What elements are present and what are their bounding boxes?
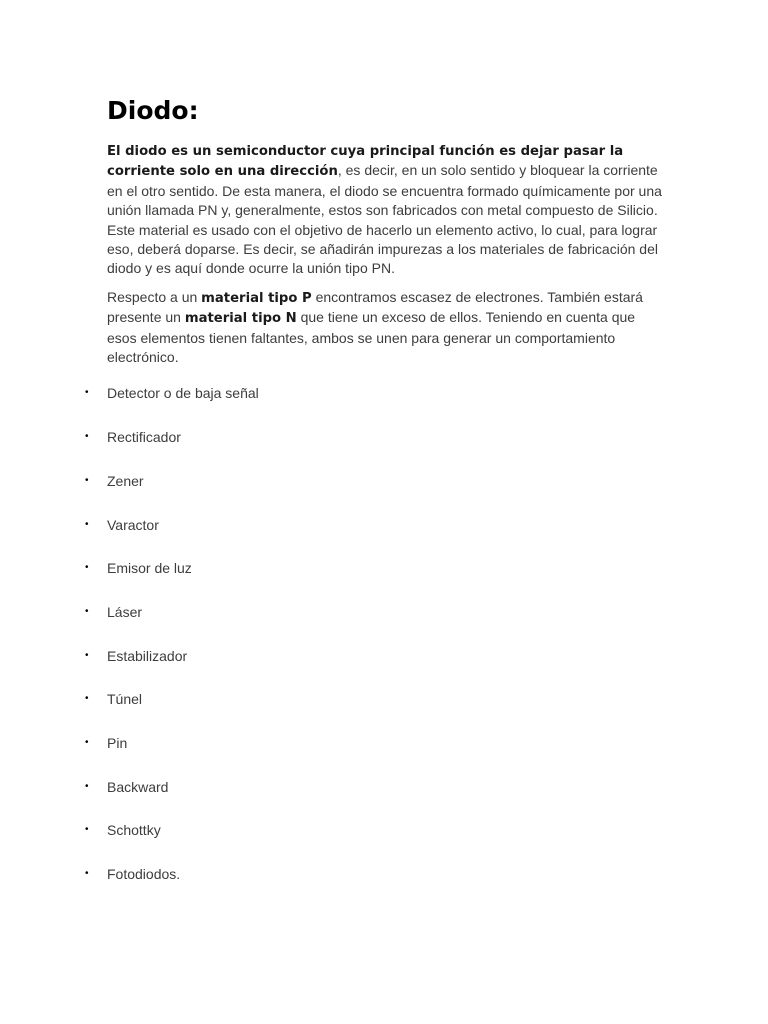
bullet-icon: • — [85, 518, 89, 530]
document-page — [85, 95, 667, 908]
list-item — [85, 427, 667, 471]
material-text-2: encontramos escasez de electrones. También estará presente un — [107, 288, 643, 326]
list-item — [85, 602, 667, 646]
bullet-icon: • — [85, 431, 89, 443]
diode-types-list — [85, 383, 667, 907]
bullet-icon: • — [85, 693, 89, 705]
bullet-icon: • — [85, 562, 89, 574]
list-item-label: Schottky — [107, 822, 161, 839]
list-item — [85, 733, 667, 777]
list-item — [85, 515, 667, 559]
material-n-bold: material tipo N — [184, 311, 297, 327]
bullet-icon: • — [85, 868, 89, 880]
list-item — [85, 777, 667, 821]
list-item — [85, 864, 667, 908]
list-item-label: Fotodiodos. — [107, 866, 181, 883]
bullet-icon: • — [85, 605, 89, 617]
list-item — [85, 646, 667, 690]
material-paragraph — [107, 288, 667, 368]
intro-bold-text: El diodo es un semiconductor cuya principal función es dejar pasar la corriente solo en una dirección — [107, 144, 624, 180]
intro-text: , es decir, en un solo sentido y bloquear la corriente en el otro sentido. De esta manera, el diodo se encuentra formado químicamente por una unión llamada PN y, generalmente, estos son fabricados con metal compuesto de Silicio. Este material es usado con el objetivo de hacerlo un elemento activo, lo cual, para lograr eso, deberá doparse. Es decir, se añadirán impurezas a los materiales de fabricación del diodo y es aquí donde ocurre la unión tipo PN. — [107, 162, 662, 277]
bullet-icon: • — [85, 387, 89, 399]
list-item-label: Láser — [107, 603, 143, 620]
bullet-icon: • — [85, 474, 89, 486]
list-item-label: Emisor de luz — [107, 560, 192, 577]
list-item-label: Estabilizador — [107, 647, 188, 664]
list-item — [85, 383, 667, 427]
list-item — [85, 820, 667, 864]
list-item-label: Túnel — [107, 691, 143, 708]
list-item — [85, 471, 667, 515]
list-item-label: Zener — [107, 472, 144, 489]
material-text-3: que tiene un exceso de ellos. Teniendo en cuenta que esos elementos tienen faltantes, ambos se unen para generar un comportamiento electrónico. — [107, 309, 636, 366]
list-item-label: Pin — [107, 734, 128, 751]
intro-paragraph — [107, 141, 667, 279]
list-item-label: Backward — [107, 778, 169, 795]
bullet-icon: • — [85, 649, 89, 661]
page-title: Diodo: — [107, 96, 199, 125]
list-item — [85, 689, 667, 733]
bullet-icon: • — [85, 780, 89, 792]
bullet-icon: • — [85, 736, 89, 748]
list-item-label: Rectificador — [107, 429, 181, 446]
material-text-1: Respecto a un — [107, 288, 202, 305]
material-p-bold: material tipo P — [201, 290, 312, 306]
list-item — [85, 558, 667, 602]
list-item-label: Detector o de baja señal — [107, 385, 259, 402]
list-item-label: Varactor — [107, 516, 159, 533]
bullet-icon: • — [85, 824, 89, 836]
